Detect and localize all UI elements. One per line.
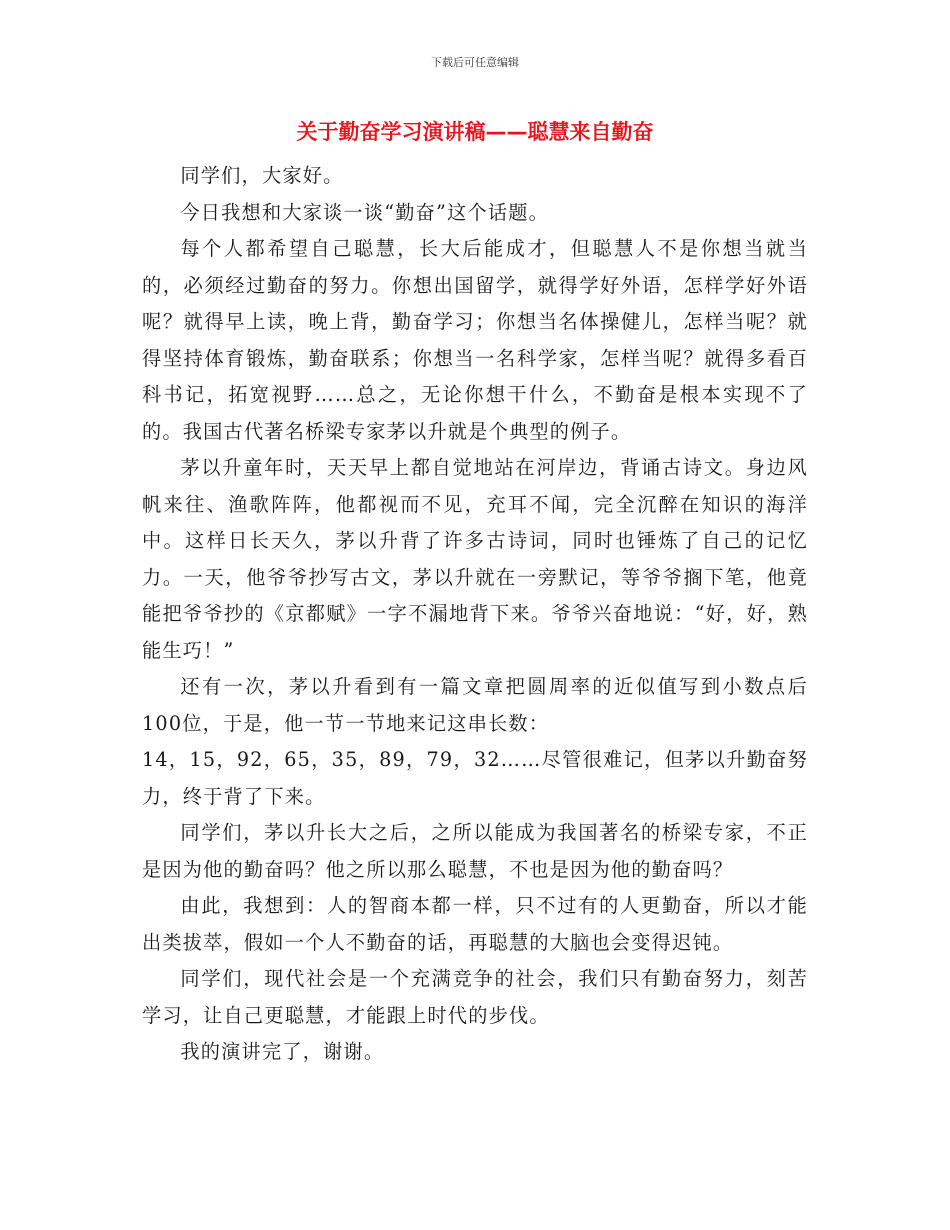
paragraph-conclusion: 由此，我想到：人的智商本都一样，只不过有的人更勤奋，所以才能出类拔萃，假如一个人不勤奋的话，再聪慧的大脑也会变得迟钝。 bbox=[142, 894, 808, 954]
paragraph-call-to-action: 同学们，现代社会是一个充满竞争的社会，我们只有勤奋努力，刻苦学习，让自己更聪慧，才能跟上时代的步伐。 bbox=[142, 967, 808, 1027]
paragraph-pi-digits: 14，15，92，65，35，89，79，32……尽管很难记，但茅以升勤奋努力，终于背了下来。 bbox=[142, 748, 808, 808]
paragraph-reflection: 同学们，茅以升长大之后，之所以能成为我国著名的桥梁专家，不正是因为他的勤奋吗？他之所以那么聪慧，不也是因为他的勤奋吗？ bbox=[142, 821, 808, 881]
paragraph-closing: 我的演讲完了，谢谢。 bbox=[180, 1040, 385, 1063]
paragraph-childhood-story: 茅以升童年时，天天早上都自觉地站在河岸边，背诵古诗文。身边风帆来往、渔歌阵阵，他都视而不见，充耳不闻，完全沉醉在知识的海洋中。这样日长天久，茅以升背了许多古诗词，同时也锤炼了自己的记忆力。一天，他爷爷抄写古文，茅以升就在一旁默记，等爷爷搁下笔，他竟能把爷爷抄的《京都赋》一字不漏地背下来。爷爷兴奋地说：“好，好，熟能生巧！” bbox=[142, 456, 808, 662]
paragraph-diligence-intro: 每个人都希望自己聪慧，长大后能成才，但聪慧人不是你想当就当的，必须经过勤奋的努力。你想出国留学，就得学好外语，怎样学好外语呢？就得早上读，晚上背，勤奋学习；你想当名体操健儿，怎样当呢？就得坚持体育锻炼，勤奋联系；你想当一名科学家，怎样当呢？就得多看百科书记，拓宽视野……总之，无论你想干什么，不勤奋是根本实现不了的。我国古代著名桥梁专家茅以升就是个典型的例子。 bbox=[142, 237, 808, 443]
header-note: 下载后可任意编辑 bbox=[431, 56, 519, 69]
paragraph-topic: 今日我想和大家谈一谈“勤奋”这个话题。 bbox=[180, 200, 549, 224]
paragraph-greeting: 同学们，大家好。 bbox=[180, 164, 344, 187]
paragraph-pi-story: 还有一次，茅以升看到有一篇文章把圆周率的近似值写到小数点后100位，于是，他一节一节地来记这串长数： bbox=[142, 675, 808, 735]
speech-body bbox=[142, 158, 808, 1071]
document-title: 关于勤奋学习演讲稿——聪慧来自勤奋 bbox=[296, 120, 654, 144]
